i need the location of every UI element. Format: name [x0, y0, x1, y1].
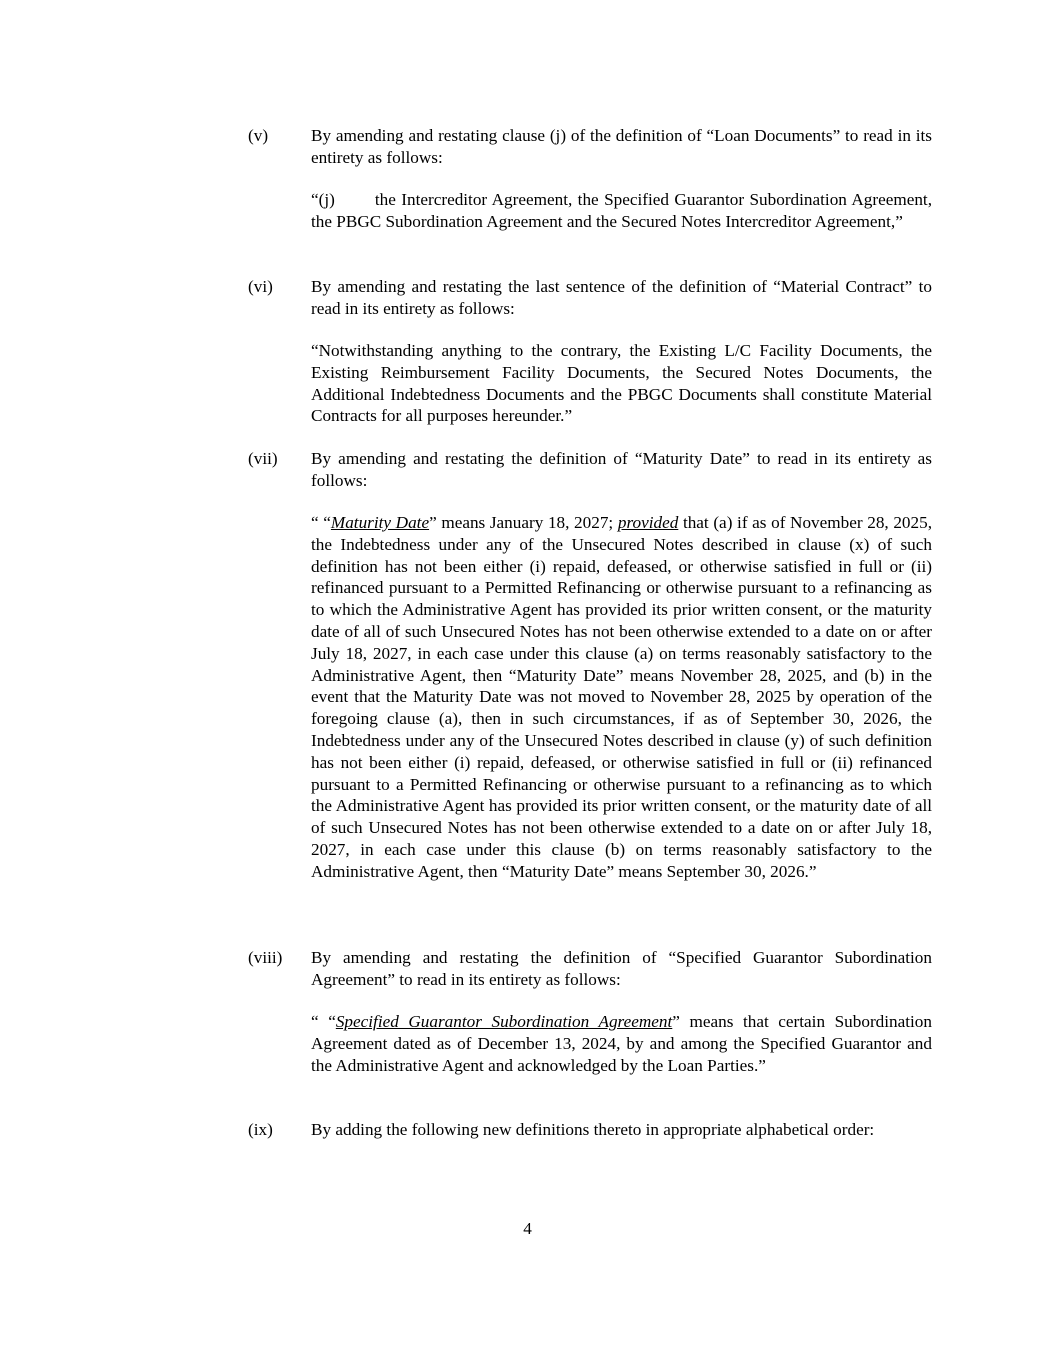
page-number: 4 — [523, 1219, 532, 1238]
item-ix-intro: By adding the following new definitions thereto in appropriate alphabetical order: — [311, 1120, 875, 1139]
provided-term: provided — [617, 513, 679, 532]
item-v-number: (v) — [248, 126, 269, 145]
item-v-quote-block — [248, 189, 932, 233]
item-vii-intro: By amending and restating the definition of “Maturity Date” to read in its entirety as follows: — [311, 449, 932, 490]
item-vi-intro: By amending and restating the last sentence of the definition of “Material Contract” to read in its entirety as follows: — [311, 277, 932, 318]
item-vi — [248, 276, 932, 320]
defined-term-maturity-date: Maturity Date — [330, 513, 430, 532]
item-v — [248, 125, 932, 169]
item-vii-quote-rest: that (a) if as of November 28, 2025, the Indebtedness under any of the Unsecured Notes described in clause (x) of such definition has not been either (i) repaid, defeased, or otherwise satisfied in full or (ii) refinanced pursuant to a Permitted Refinancing or otherwise pursuant to a refinancing as to which the Administrative Agent has provided its prior written consent, or the maturity date of all of such Unsecured Notes has not been otherwise extended to a date on or after July 18, 2027, in each case under this clause (a) on terms reasonably satisfactory to the Administrative Agent, then “Maturity Date” means November 28, 2025, and (b) in the event that the Maturity Date was not moved to November 28, 2025 by operation of the foregoing clause (a), then in such circumstances, if as of September 30, 2026, the Indebtedness under any of the Unsecured Notes described in clause (y) of such definition has not been either (i) repaid, defeased, or otherwise satisfied in full or (ii) refinanced pursuant to a Permitted Refinancing or otherwise pursuant to a refinancing as to which the Administrative Agent has provided its prior written consent, or the maturity date of all of such Unsecured Notes has not been otherwise extended to a date on or after July 18, 2027, in each case under this clause (b) on terms reasonably satisfactory to the Administrative Agent, then “Maturity Date” means September 30, 2026.” — [311, 513, 933, 881]
item-viii-intro: By amending and restating the definition of “Specified Guarantor Subordination Agreement” to read in its entirety as follows: — [311, 948, 932, 989]
item-ix-number: (ix) — [248, 1120, 273, 1139]
item-vi-number: (vi) — [248, 277, 273, 296]
item-v-quote-text: the Intercreditor Agreement, the Specified Guarantor Subordination Agreement, the PBGC Subordination Agreement and the Secured Notes Intercreditor Agreement,” — [311, 190, 932, 231]
item-vii-quote — [311, 512, 932, 883]
defined-term-specified-guarantor-subordination-agreement: Specified Guarantor Subordination Agreement — [335, 1012, 673, 1031]
item-v-quote-prefix: “(j) — [311, 190, 335, 209]
item-v-intro: By amending and restating clause (j) of the definition of “Loan Documents” to read in its entirety as follows: — [311, 126, 932, 167]
item-viii — [248, 947, 932, 991]
item-vii-quote-block — [248, 512, 932, 883]
item-viii-quote-open: “ “ — [311, 1012, 336, 1031]
item-viii-quote-block — [248, 1011, 932, 1076]
item-vi-quote: “Notwithstanding anything to the contrary, the Existing L/C Facility Documents, the Existing Reimbursement Facility Documents, the Secured Notes Documents, the Additional Indebtedness Documents and the PBGC Documents shall constitute Material Contracts for all purposes hereunder.” — [311, 341, 932, 426]
item-vii — [248, 448, 932, 492]
item-v-quote — [311, 189, 932, 233]
item-vi-quote-block — [248, 340, 932, 427]
item-vii-quote-mid: ” means January 18, 2027; — [429, 513, 618, 532]
item-ix — [248, 1119, 932, 1141]
item-viii-number: (viii) — [248, 948, 283, 967]
item-vii-number: (vii) — [248, 449, 278, 468]
item-viii-quote — [311, 1011, 932, 1076]
item-viii-quote-rest: ” means that certain Subordination Agreement dated as of December 13, 2024, by and among the Specified Guarantor and the Administrative Agent and acknowledged by the Loan Parties.” — [311, 1012, 932, 1075]
item-vii-quote-open: “ “ — [311, 513, 331, 532]
